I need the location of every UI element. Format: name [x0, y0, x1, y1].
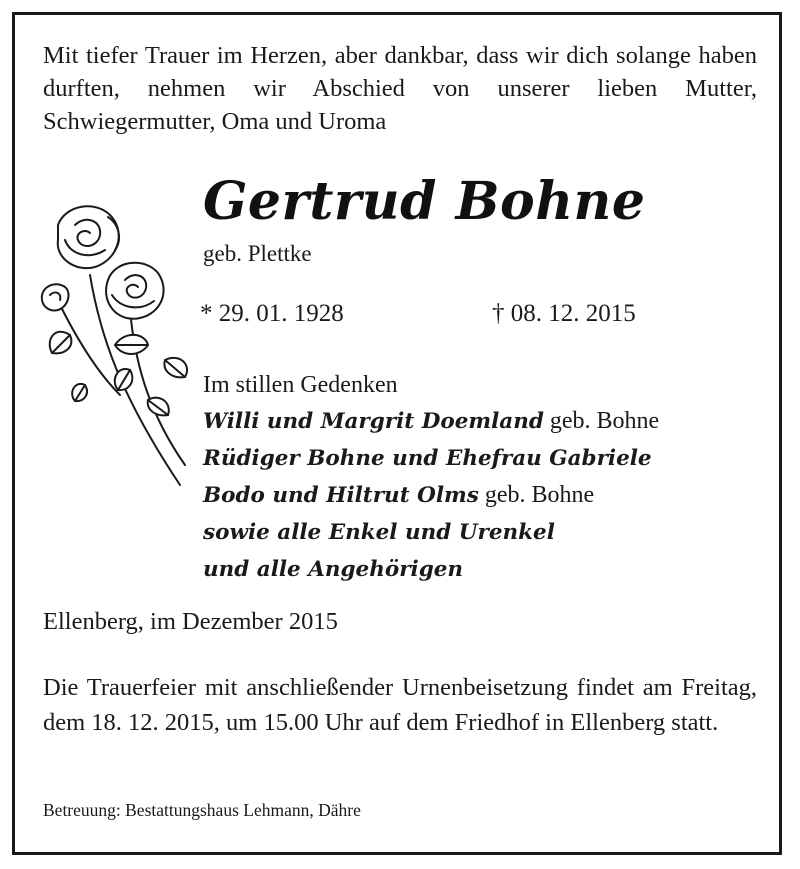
mourner-line — [203, 440, 659, 477]
mourner-line — [203, 551, 659, 588]
mourner-name: und alle Angehörigen — [203, 557, 464, 582]
mourner-line — [203, 403, 659, 440]
mourner-name: Willi und Margrit Doemland — [203, 409, 544, 434]
birth-date: * 29. 01. 1928 — [200, 300, 344, 327]
funeral-home-credit: Betreuung: Bestattungshaus Lehmann, Dähre — [43, 800, 361, 820]
mourners-heading: Im stillen Gedenken — [203, 372, 398, 398]
mourner-name: Rüdiger Bohne und Ehefrau Gabriele — [203, 446, 652, 471]
mourner-name: sowie alle Enkel und Urenkel — [203, 520, 555, 545]
mourner-name: Bodo und Hiltrut Olms — [203, 483, 479, 508]
mourner-note: geb. Bohne — [478, 482, 595, 508]
death-date: † 08. 12. 2015 — [492, 300, 636, 327]
intro-text: Mit tiefer Trauer im Herzen, aber dankbar, dass wir dich solange haben durften, nehmen wir Abschied von unserer lieben Mutter, Schwiegermutter, Oma und Uroma — [43, 42, 757, 135]
service-info: Die Trauerfeier mit anschließender Urnenbeisetzung findet am Freitag, dem 18. 12. 2015, um 15.00 Uhr auf dem Friedhof in Ellenberg statt. — [43, 674, 757, 736]
mourners-block — [203, 367, 659, 588]
place-date: Ellenberg, im Dezember 2015 — [43, 608, 338, 635]
mourner-line — [203, 514, 659, 551]
mourner-line — [203, 477, 659, 514]
deceased-name: Gertrud Bohne — [203, 171, 646, 232]
rose-icon — [30, 195, 200, 495]
maiden-name: geb. Plettke — [203, 241, 312, 266]
mourner-note: geb. Bohne — [543, 408, 660, 434]
